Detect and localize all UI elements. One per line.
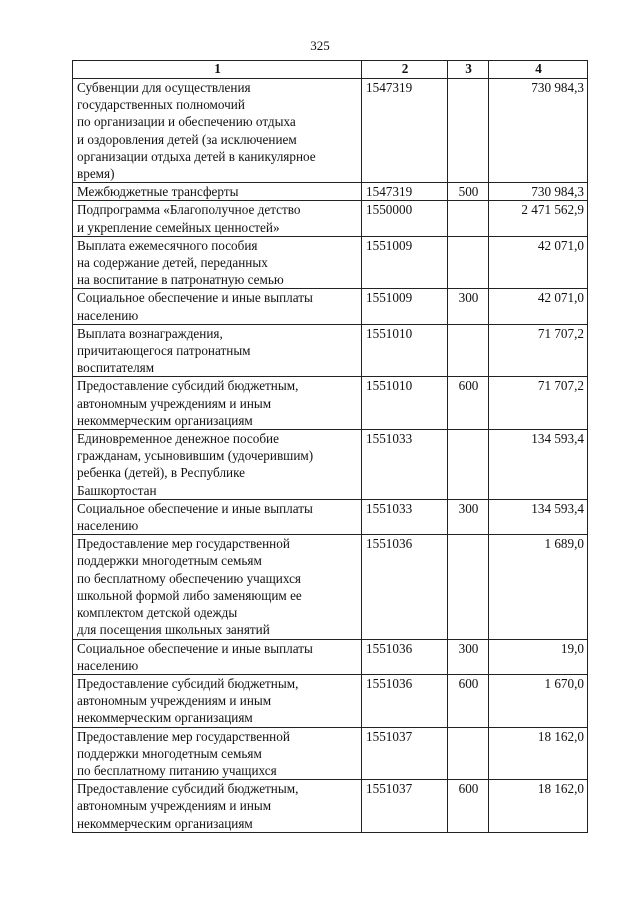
table-row — [73, 639, 588, 674]
table-row — [73, 183, 588, 201]
row-code: 1551010 — [362, 324, 448, 377]
row-amount: 42 071,0 — [489, 236, 588, 289]
row-description: Предоставление мер государственной поддержки многодетным семьям по бесплатному питанию учащихся — [73, 727, 362, 780]
row-expense-type: 300 — [448, 289, 489, 324]
row-expense-type: 300 — [448, 499, 489, 534]
row-amount: 1 670,0 — [489, 674, 588, 727]
column-header-1: 1 — [73, 61, 362, 79]
column-header-2: 2 — [362, 61, 448, 79]
row-code: 1551010 — [362, 377, 448, 430]
row-description: Выплата ежемесячного пособия на содержание детей, переданных на воспитание в патронатную семью — [73, 236, 362, 289]
row-description: Подпрограмма «Благополучное детство и укрепление семейных ценностей» — [73, 201, 362, 236]
row-expense-type: 600 — [448, 674, 489, 727]
row-code: 1551036 — [362, 535, 448, 639]
row-code: 1551036 — [362, 639, 448, 674]
budget-table — [72, 60, 588, 833]
row-description: Предоставление субсидий бюджетным, автономным учреждениям и иным некоммерческим организациям — [73, 780, 362, 833]
row-expense-type: 600 — [448, 780, 489, 833]
row-code: 1547319 — [362, 79, 448, 183]
row-expense-type: 300 — [448, 639, 489, 674]
page-number: 325 — [310, 38, 330, 53]
row-code: 1550000 — [362, 201, 448, 236]
row-description: Социальное обеспечение и иные выплаты населению — [73, 499, 362, 534]
table-row — [73, 499, 588, 534]
row-description: Единовременное денежное пособие гражданам, усыновившим (удочерившим) ребенка (детей), в Республике Башкортостан — [73, 430, 362, 500]
row-amount: 134 593,4 — [489, 499, 588, 534]
table-row — [73, 535, 588, 639]
row-expense-type: 600 — [448, 377, 489, 430]
row-expense-type — [448, 79, 489, 183]
row-description: Межбюджетные трансферты — [73, 183, 362, 201]
table-row — [73, 377, 588, 430]
row-code: 1551033 — [362, 430, 448, 500]
row-amount: 18 162,0 — [489, 780, 588, 833]
row-description: Предоставление субсидий бюджетным, автономным учреждениям и иным некоммерческим организациям — [73, 377, 362, 430]
row-amount: 1 689,0 — [489, 535, 588, 639]
table-row — [73, 79, 588, 183]
row-description: Предоставление мер государственной поддержки многодетным семьям по бесплатному обеспечению учащихся школьной формой либо заменяющим ее комплектом детской одежды для посещения школьных занятий — [73, 535, 362, 639]
row-amount: 18 162,0 — [489, 727, 588, 780]
row-expense-type — [448, 727, 489, 780]
row-code: 1551009 — [362, 289, 448, 324]
table-row — [73, 727, 588, 780]
row-amount: 134 593,4 — [489, 430, 588, 500]
row-description: Выплата вознаграждения, причитающегося патронатным воспитателям — [73, 324, 362, 377]
row-code: 1551009 — [362, 236, 448, 289]
row-expense-type — [448, 430, 489, 500]
row-amount: 71 707,2 — [489, 377, 588, 430]
row-expense-type: 500 — [448, 183, 489, 201]
row-description: Предоставление субсидий бюджетным, автономным учреждениям и иным некоммерческим организациям — [73, 674, 362, 727]
row-description: Субвенции для осуществления государственных полномочий по организации и обеспечению отдыха и оздоровления детей (за исключением организации отдыха детей в каникулярное время) — [73, 79, 362, 183]
column-header-3: 3 — [448, 61, 489, 79]
row-expense-type — [448, 236, 489, 289]
row-expense-type — [448, 535, 489, 639]
table-row — [73, 324, 588, 377]
table-row — [73, 201, 588, 236]
row-expense-type — [448, 324, 489, 377]
row-amount: 19,0 — [489, 639, 588, 674]
row-amount: 2 471 562,9 — [489, 201, 588, 236]
table-row — [73, 430, 588, 500]
row-description: Социальное обеспечение и иные выплаты населению — [73, 289, 362, 324]
row-expense-type — [448, 201, 489, 236]
table-row — [73, 674, 588, 727]
row-amount: 730 984,3 — [489, 183, 588, 201]
row-code: 1547319 — [362, 183, 448, 201]
row-amount: 42 071,0 — [489, 289, 588, 324]
table-row — [73, 780, 588, 833]
row-code: 1551033 — [362, 499, 448, 534]
table-row — [73, 289, 588, 324]
row-code: 1551036 — [362, 674, 448, 727]
row-amount: 730 984,3 — [489, 79, 588, 183]
column-header-4: 4 — [489, 61, 588, 79]
row-code: 1551037 — [362, 780, 448, 833]
header-row — [73, 61, 588, 79]
table-row — [73, 236, 588, 289]
row-amount: 71 707,2 — [489, 324, 588, 377]
row-code: 1551037 — [362, 727, 448, 780]
row-description: Социальное обеспечение и иные выплаты населению — [73, 639, 362, 674]
